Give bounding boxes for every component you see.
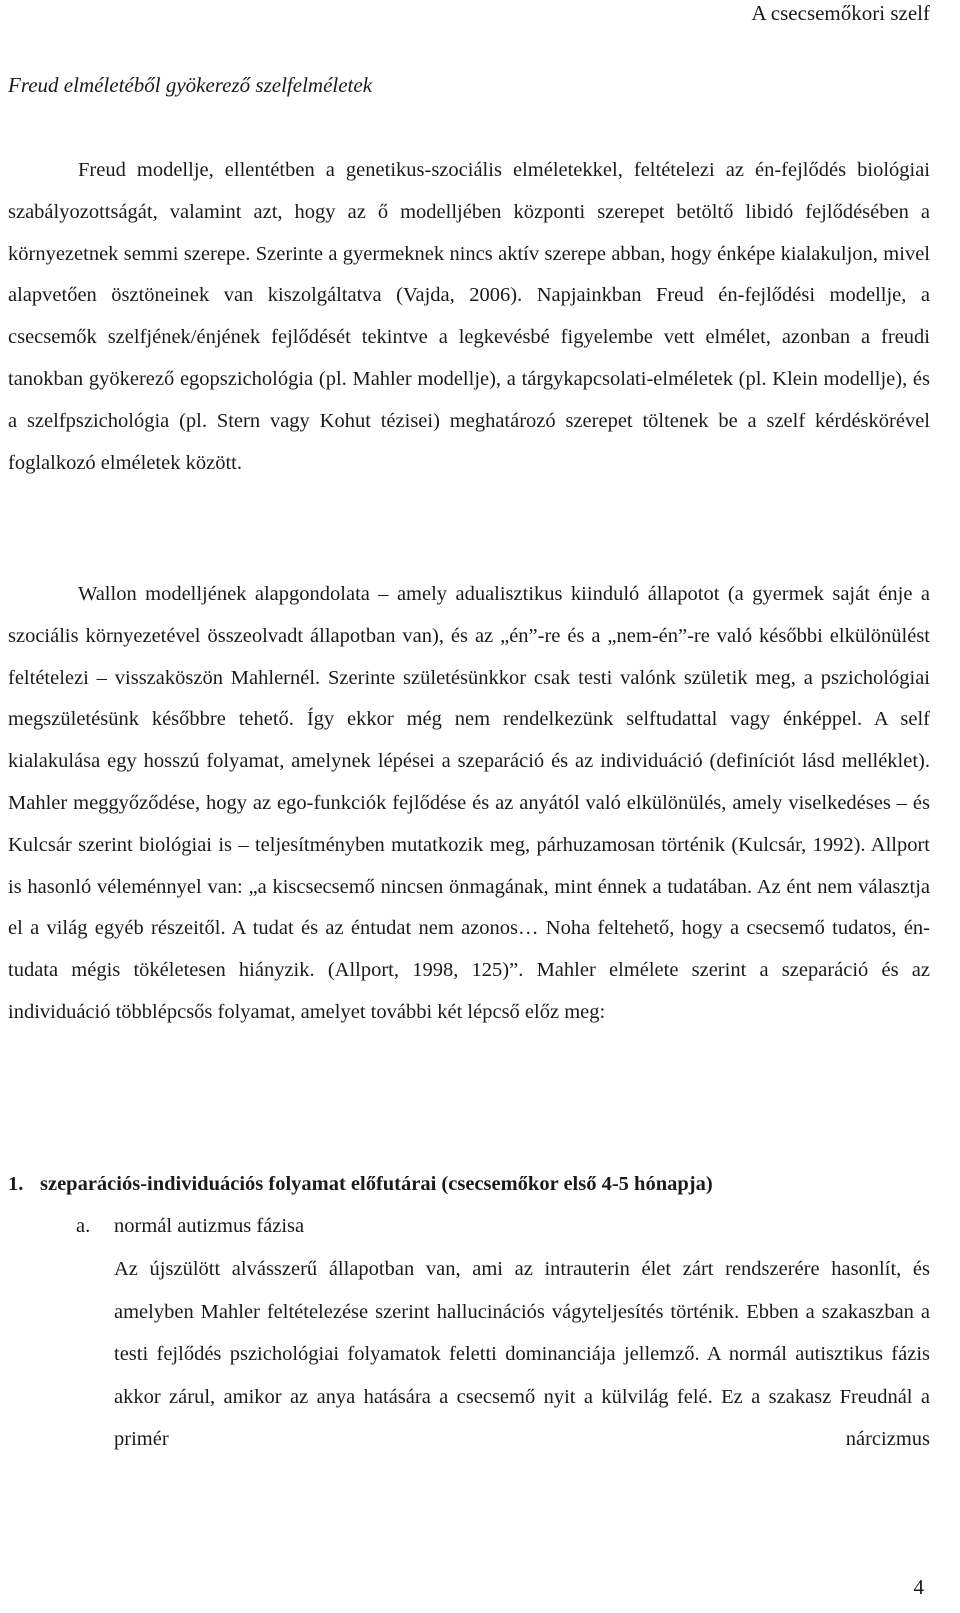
sub-list-heading-text: normál autizmus fázisa: [114, 1215, 305, 1237]
body-paragraph-1: Freud modellje, ellentétben a genetikus-szociális elméletekkel, feltételezi az én-fejlődés biológiai szabályozottságát, valamint azt, hogy az ő modelljében központi szerepet betöltő libidó fejlődésében a környezetnek semmi szerepe. Szerinte a gyermeknek nincs aktív szerepe abban, hogy énképe kialakuljon, mivel alapvetően ösztöneinek van kiszolgáltatva (Vajda, 2006). Napjainkban Freud én-fejlődési modellje, a csecsemők szelfjének/énjének fejlődését tekintve a legkevésbé figyelembe vett elmélet, azonban a freudi tanokban gyökerező egopszichológia (pl. Mahler modellje), a tárgykapcsolati-elméletek (pl. Klein modellje), és a szelfpszichológia (pl. Stern vagy Kohut tézisei) meghatározó szerepet töltenek be a szelf kérdéskörével foglalkozó elméletek között.: [8, 159, 930, 474]
page-number: 4: [913, 1575, 924, 1599]
sub-list-paragraph: Az újszülött alvásszerű állapotban van, ami az intrauterin élet zárt rendszerére hasonlít, és amelyben Mahler feltételezése szerint hallucinációs vágyteljesítés történik. Ebben a szakaszban a testi fejlődés pszichológiai folyamatok feletti dominanciája jellemző. A normál autisztikus fázis akkor zárul, amikor az anya hatására a csecsemő nyit a külvilág felé. Ez a szakasz Freudnál a primér nárcizmus: [114, 1258, 930, 1450]
running-header: A csecsemőkori szelf: [751, 1, 930, 25]
sub-list-letter: a.: [76, 1215, 91, 1237]
list-number: 1.: [8, 1173, 24, 1195]
body-paragraph-2: Wallon modelljének alapgondolata – amely adualisztikus kiinduló állapotot (a gyermek saját énje a szociális környezetével összeolvadt állapotban van), és az „én”-re és a „nem-én”-re való későbbi elkülönülést feltételezi – visszaköszön Mahlernél. Szerinte születésünkkor csak testi valónk születik meg, a pszichológiai megszületésünk későbbre tehető. Így ekkor még nem rendelkezünk selftudattal vagy énképpel. A self kialakulása egy hosszú folyamat, amelynek lépései a szeparáció és az individuáció (definíciót lásd melléklet). Mahler meggyőződése, hogy az ego-funkciók fejlődése és az anyától való elkülönülés, amely viselkedéses – és Kulcsár szerint biológiai is – teljesítményben mutatkozik meg, párhuzamosan történik (Kulcsár, 1992). Allport is hasonló véleménnyel van: „a kiscsecsemő nincsen önmagának, mint énnek a tudatában. Az ént nem választja el a világ egyéb részeitől. A tudat és az éntudat nem azonos… Noha feltehető, hogy a csecsemő tudatos, én-tudata mégis tökéletesen hiányzik. (Allport, 1998, 125)”. Mahler elmélete szerint a szeparáció és az individuáció többlépcsős folyamat, amelyet további két lépcső előz meg:: [8, 583, 930, 1023]
numbered-list-heading: [8, 1166, 930, 1202]
list-heading-text: szeparációs-individuációs folyamat előfutárai (csecsemőkor első 4-5 hónapja): [40, 1173, 713, 1195]
sub-list-heading: [76, 1208, 304, 1244]
section-title: Freud elméletéből gyökerező szelfelméletek: [8, 73, 373, 97]
